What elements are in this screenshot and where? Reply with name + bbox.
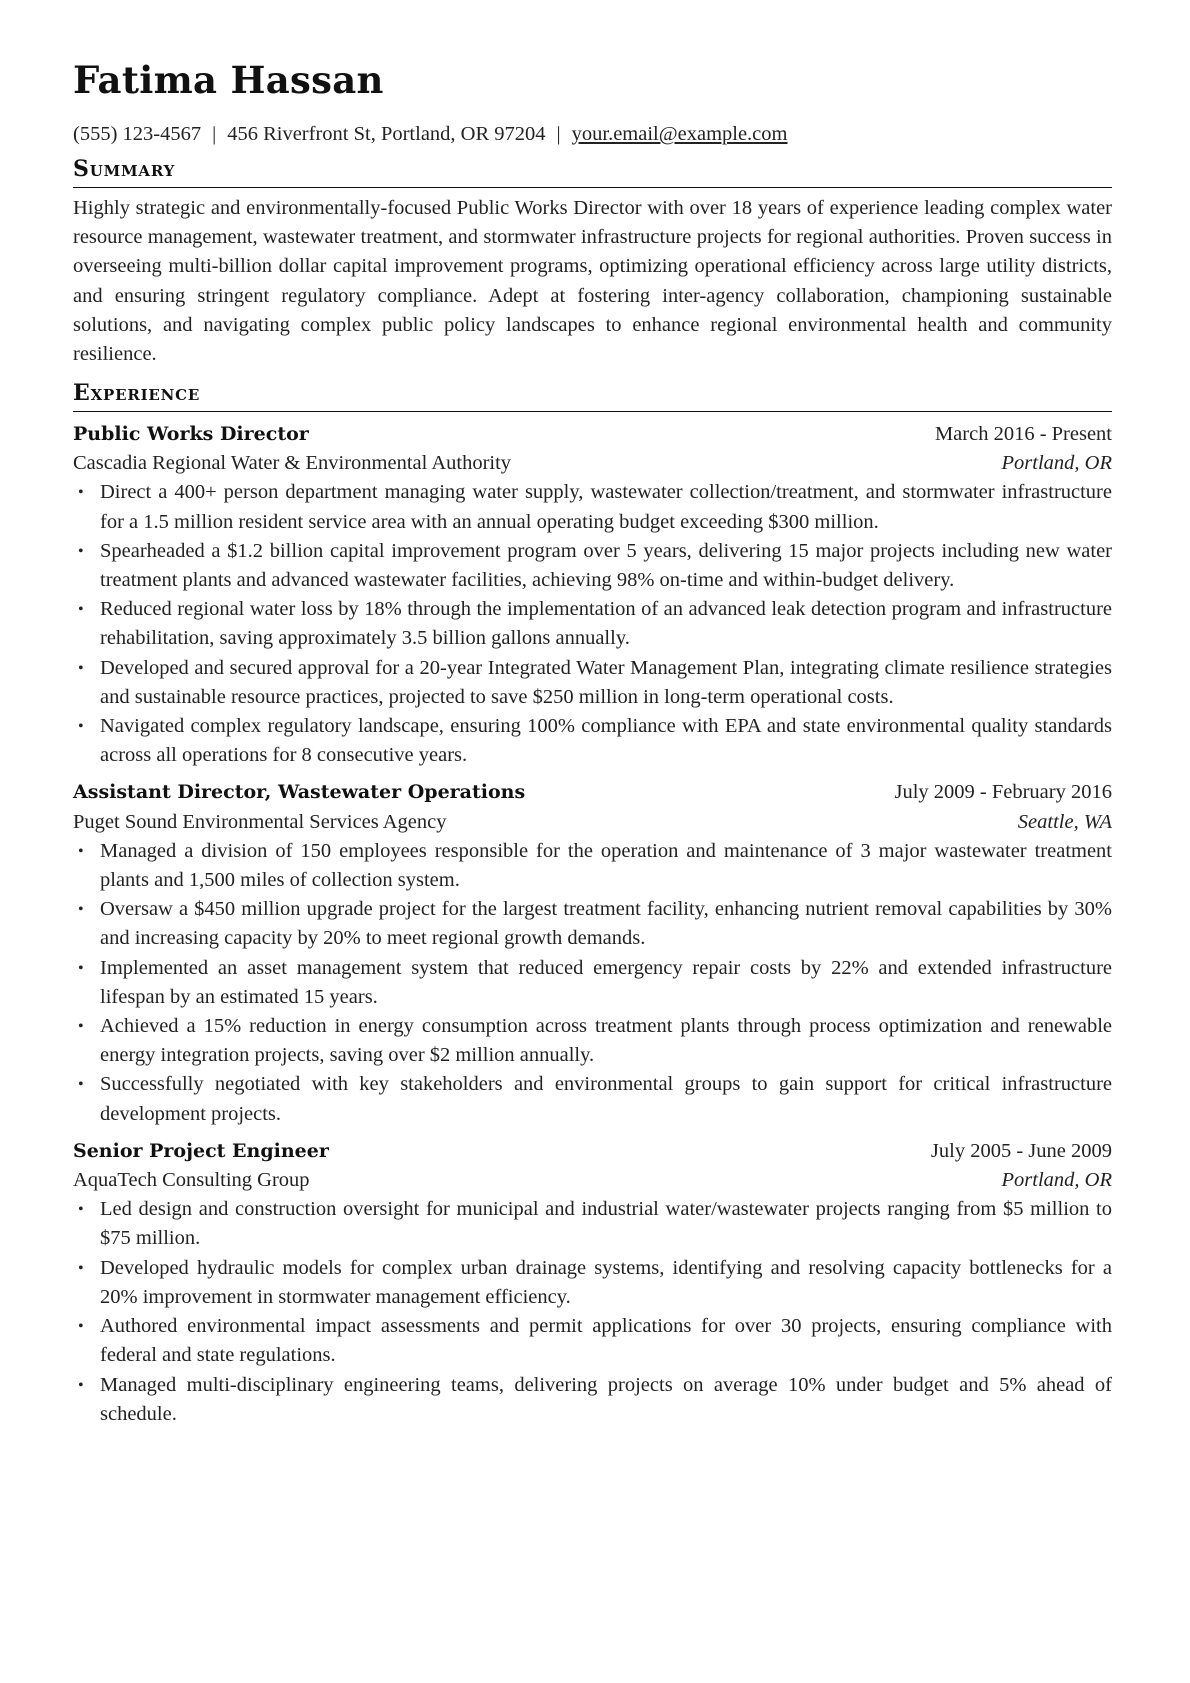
job-header bbox=[73, 1137, 1112, 1166]
job-title: Senior Project Engineer bbox=[73, 1139, 329, 1162]
bullet-icon: • bbox=[78, 1259, 84, 1277]
job-dates: July 2009 - February 2016 bbox=[894, 781, 1112, 804]
bullet-text: Spearheaded a $1.2 billion capital improvement program over 5 years, delivering 15 major projects including new water treatment plants and advanced wastewater facilities, achieving 98% on-time and within-budget delivery. bbox=[100, 539, 1112, 592]
job-location: Portland, OR bbox=[1001, 452, 1112, 475]
bullet-item bbox=[73, 954, 1112, 1012]
bullet-text: Reduced regional water loss by 18% through the implementation of an advanced leak detection program and infrastructure rehabilitation, saving approximately 3.5 billion gallons annually. bbox=[100, 598, 1112, 650]
bullet-item bbox=[73, 1371, 1112, 1429]
bullet-icon: • bbox=[78, 542, 84, 560]
job-dates: March 2016 - Present bbox=[934, 423, 1112, 445]
job-location: Portland, OR bbox=[1001, 1169, 1112, 1192]
bullet-item bbox=[73, 1312, 1112, 1370]
bullet-text: Successfully negotiated with key stakeholders and environmental groups to gain support for critical infrastructure development projects. bbox=[100, 1073, 1112, 1125]
bullet-icon: • bbox=[78, 601, 84, 619]
bullet-text: Developed hydraulic models for complex urban drainage systems, identifying and resolving capacity bottlenecks for a 20% improvement in stormwater management efficiency. bbox=[100, 1256, 1112, 1308]
job-entry bbox=[73, 778, 1112, 1128]
job-dates: July 2005 - June 2009 bbox=[930, 1139, 1112, 1162]
job-title: Public Works Director bbox=[73, 423, 309, 445]
bullet-text: Developed and secured approval for a 20-year Integrated Water Management Plan, integrating climate resilience strategies and sustainable resource practices, projected to save $250 million in long-term operational costs. bbox=[100, 656, 1112, 708]
bullet-icon: • bbox=[78, 718, 84, 736]
bullet-item bbox=[73, 837, 1112, 895]
job-header bbox=[73, 778, 1112, 807]
bullet-item bbox=[73, 1070, 1112, 1128]
email-link[interactable]: your.email@example.com bbox=[571, 123, 788, 145]
bullet-icon: • bbox=[78, 1076, 84, 1094]
job-header bbox=[73, 420, 1112, 449]
bullet-item bbox=[73, 654, 1112, 712]
summary-section bbox=[73, 155, 1112, 369]
bullet-text: Managed multi-disciplinary engineering teams, delivering projects on average 10% under budget and 5% ahead of schedule. bbox=[100, 1373, 1112, 1425]
contact-line bbox=[73, 123, 787, 146]
bullet-text: Navigated complex regulatory landscape, ensuring 100% compliance with EPA and state environmental quality standards across all operations for 8 consecutive years. bbox=[100, 715, 1112, 767]
job-entry bbox=[73, 420, 1112, 770]
bullet-text: Achieved a 15% reduction in energy consumption across treatment plants through process optimization and renewable energy integration projects, saving over $2 million annually. bbox=[100, 1015, 1112, 1067]
contact-separator: | bbox=[212, 123, 217, 145]
bullet-item bbox=[73, 712, 1112, 770]
experience-section bbox=[73, 379, 1112, 1429]
bullet-list bbox=[73, 1195, 1112, 1429]
bullet-text: Authored environmental impact assessments and permit applications for over 30 projects, ensuring compliance with federal and state regulations. bbox=[100, 1315, 1112, 1367]
bullet-list bbox=[73, 837, 1112, 1129]
bullet-icon: • bbox=[78, 484, 84, 502]
bullet-list bbox=[73, 478, 1112, 770]
bullet-icon: • bbox=[78, 1018, 84, 1036]
bullet-item bbox=[73, 1254, 1112, 1312]
company-name: AquaTech Consulting Group bbox=[73, 1169, 310, 1192]
address: 456 Riverfront St, Portland, OR 97204 bbox=[227, 123, 546, 145]
bullet-item bbox=[73, 1012, 1112, 1070]
candidate-name: Fatima Hassan bbox=[73, 58, 384, 102]
job-location: Seattle, WA bbox=[1017, 810, 1112, 833]
bullet-text: Oversaw a $450 million upgrade project for the largest treatment facility, enhancing nutrient removal capabilities by 30% and increasing capacity by 20% to meet regional growth demands. bbox=[100, 898, 1112, 950]
summary-text: Highly strategic and environmentally-focused Public Works Director with over 18 years of experience leading complex water resource management, wastewater treatment, and stormwater infrastructure projects for regional authorities. Proven success in overseeing multi-billion dollar capital improvement programs, optimizing operational efficiency across large utility districts, and ensuring stringent regulatory compliance. Adept at fostering inter-agency collaboration, championing sustainable solutions, and navigating complex public policy landscapes to enhance regional environmental health and community resilience. bbox=[73, 197, 1112, 366]
bullet-icon: • bbox=[78, 842, 84, 860]
bullet-text: Led design and construction oversight for municipal and industrial water/wastewater projects ranging from $5 million to $75 million. bbox=[100, 1198, 1112, 1250]
bullet-item bbox=[73, 1195, 1112, 1253]
phone-number: (555) 123-4567 bbox=[73, 123, 202, 145]
job-list bbox=[73, 420, 1112, 1429]
bullet-icon: • bbox=[78, 901, 84, 919]
job-title: Assistant Director, Wastewater Operations bbox=[73, 781, 526, 804]
job-subheader bbox=[73, 449, 1112, 478]
company-name: Puget Sound Environmental Services Agency bbox=[73, 810, 447, 833]
bullet-item bbox=[73, 595, 1112, 653]
bullet-text: Managed a division of 150 employees responsible for the operation and maintenance of 3 major wastewater treatment plants and 1,500 miles of collection system. bbox=[100, 839, 1112, 892]
contact-separator: | bbox=[556, 123, 561, 145]
job-subheader bbox=[73, 808, 1112, 837]
bullet-icon: • bbox=[78, 1318, 84, 1336]
bullet-text: Direct a 400+ person department managing water supply, wastewater collection/treatment, and stormwater infrastructure for a 1.5 million resident service area with an annual operating budget exceeding $300 million. bbox=[100, 481, 1112, 533]
bullet-item bbox=[73, 537, 1112, 595]
bullet-item bbox=[73, 478, 1112, 536]
bullet-icon: • bbox=[78, 1376, 84, 1394]
bullet-icon: • bbox=[78, 959, 84, 977]
bullet-icon: • bbox=[78, 1201, 84, 1219]
bullet-icon: • bbox=[78, 659, 84, 677]
job-subheader bbox=[73, 1166, 1112, 1195]
company-name: Cascadia Regional Water & Environmental Authority bbox=[73, 452, 512, 475]
job-entry bbox=[73, 1137, 1112, 1429]
bullet-text: Implemented an asset management system that reduced emergency repair costs by 22% and extended infrastructure lifespan by an estimated 15 years. bbox=[100, 956, 1112, 1008]
experience-heading: Experience bbox=[73, 379, 1112, 412]
bullet-item bbox=[73, 895, 1112, 953]
summary-heading: Summary bbox=[73, 155, 1112, 188]
